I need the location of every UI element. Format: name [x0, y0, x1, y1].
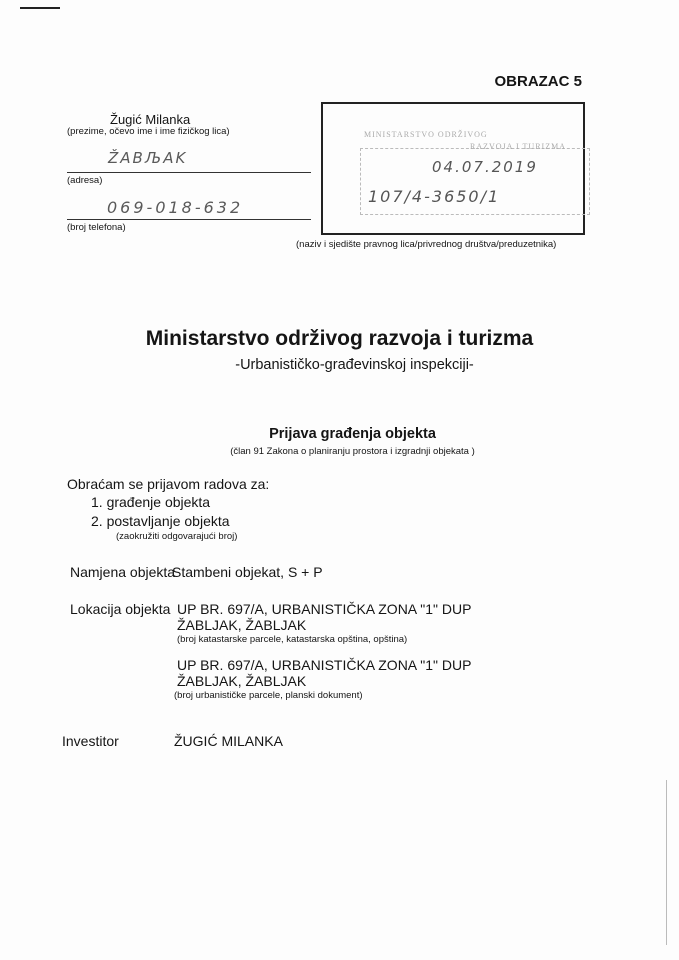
address-handwritten: ŽABЉAK [108, 149, 188, 167]
purpose-label: Namjena objekta [70, 564, 176, 580]
location-urban-value: UP BR. 697/A, URBANISTIČKA ZONA "1" DUP ŽABLJAK, ŽABLJAK [177, 657, 472, 689]
phone-line [67, 219, 311, 220]
location-cadastral-value: UP BR. 697/A, URBANISTIČKA ZONA "1" DUP ŽABLJAK, ŽABLJAK [177, 601, 472, 633]
works-intro: Obraćam se prijavom radova za: [67, 476, 270, 492]
address-line [67, 172, 311, 173]
scan-mark [20, 7, 60, 9]
receipt-box-caption: (naziv i sjedište pravnog lica/privrednog društva/preduzetnika) [296, 239, 557, 250]
investor-label: Investitor [62, 733, 119, 749]
phone-handwritten: 069-018-632 [107, 198, 244, 217]
receipt-date: 04.07.2019 [432, 158, 538, 176]
applicant-name-caption: (prezime, očevo ime i ime fizičkog lica) [67, 126, 230, 137]
legal-basis: (član 91 Zakona o planiranju prostora i izgradnji objekata ) [230, 446, 475, 457]
applicant-name: Žugić Milanka [110, 112, 191, 127]
phone-caption: (broj telefona) [67, 222, 126, 233]
works-option-construction: 1. građenje objekta [91, 494, 211, 510]
works-option-placement: 2. postavljanje objekta [91, 513, 230, 529]
investor-value: ŽUGIĆ MILANKA [174, 733, 283, 749]
department-subtitle: -Urbanističko-građevinskoj inspekciji- [235, 357, 474, 373]
scan-edge-line [666, 780, 667, 945]
location-urban-caption: (broj urbanističke parcele, planski dokument) [174, 690, 363, 701]
receipt-reference: 107/4-3650/1 [368, 187, 501, 206]
stamp-text-line2: RAZVOJA I TURIZMA [470, 142, 566, 151]
document-title: Prijava građenja objekta [269, 426, 436, 442]
ministry-title: Ministarstvo održivog razvoja i turizma [145, 327, 534, 350]
works-instruction: (zaokružiti odgovarajući broj) [116, 531, 238, 542]
stamp-text-line1: MINISTARSTVO ODRŽIVOG [364, 130, 488, 139]
address-caption: (adresa) [67, 175, 103, 186]
purpose-value: Stambeni objekat, S + P [172, 564, 323, 580]
location-label: Lokacija objekta [70, 601, 171, 617]
form-number: OBRAZAC 5 [494, 73, 582, 90]
location-cadastral-caption: (broj katastarske parcele, katastarska opština, opština) [177, 634, 408, 645]
